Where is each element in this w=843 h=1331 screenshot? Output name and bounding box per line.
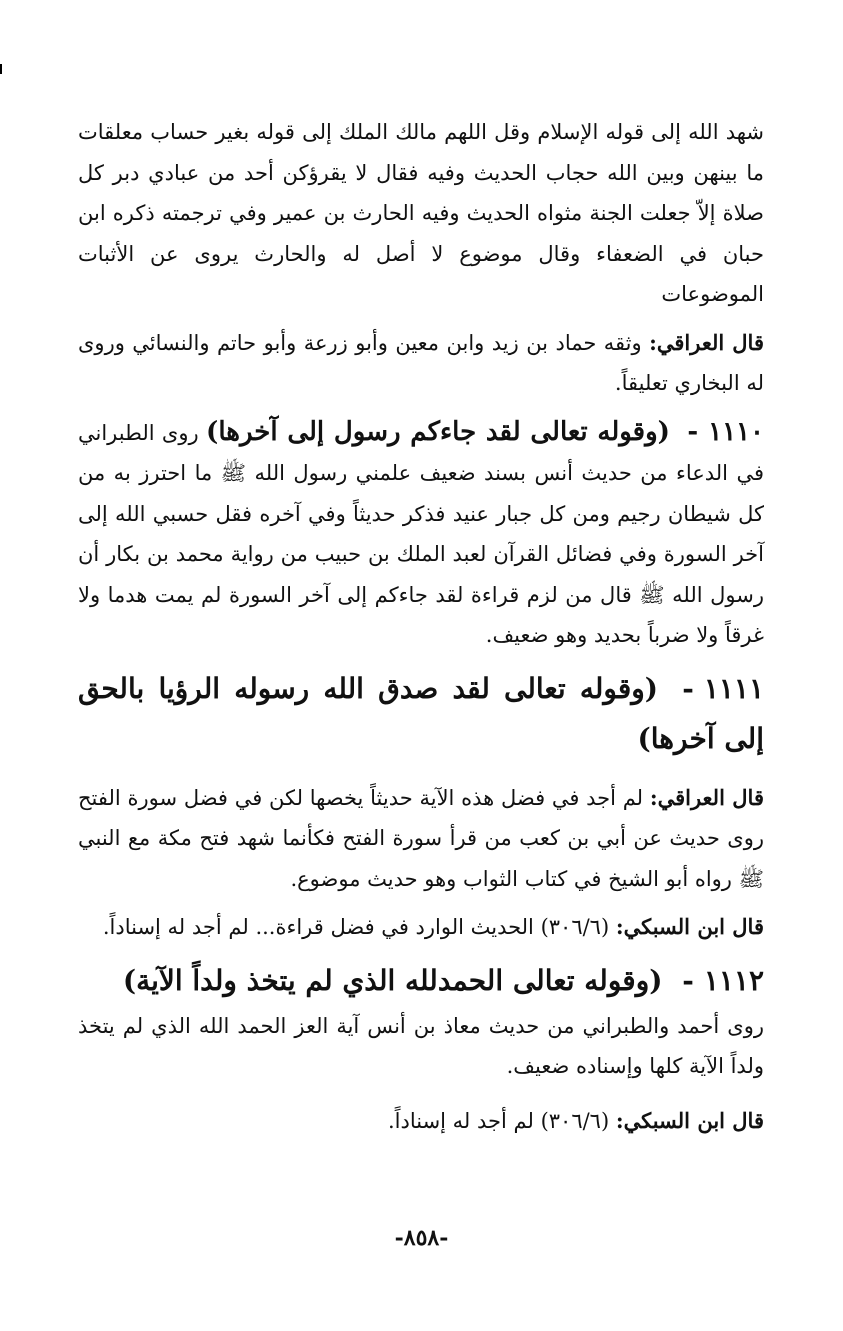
- paragraph-text: لم أجد في فضل هذه الآية حديثاً يخصها لكن في فضل سورة الفتح روى حديث عن أبي بن كعب من قرأ سورة الفتح فكأنما شهد فتح مكة مع النبي ﷺ رواه أبو الشيخ في كتاب الثواب وهو حديث موضوع.: [78, 785, 764, 891]
- paragraph-subki-2: [78, 1101, 764, 1142]
- edge-mark: [0, 64, 2, 74]
- speaker-label: قال ابن السبكي:: [615, 914, 764, 939]
- page-body: [78, 112, 764, 1141]
- entry-text: روى الطبراني في الدعاء من حديث أنس بسند ضعيف علمني رسول الله ﷺ ما احترز به من كل شيطان رجيم ومن كل جبار عنيد فذكر حديثاً وفي آخره فقل حسبي الله إلى آخر السورة وفي فضائل القرآن لعبد الملك بن حبيب من رواية محمد بن بكار أن رسول الله ﷺ قال من لزم قراءة لقد جاءكم إلى آخر السورة لم يمت هدما ولا غرقاً ولا ضرباً بحديد وهو ضعيف.: [78, 420, 764, 647]
- paragraph-ahmad: روى أحمد والطبراني من حديث معاذ بن أنس آية العز الحمد الله الذي لم يتخذ ولداً الآية كلها وإسناده ضعيف.: [78, 1013, 764, 1078]
- entry-number: ١١١١: [703, 671, 764, 705]
- entry-1110: ١١١٠- (وقوله تعالى لقد جاءكم رسول إلى آخرها) روى الطبراني في الدعاء من حديث أنس بسند ضعيف علمني رسول الله ﷺ ما احترز به من كل شيطان رجيم ومن كل جبار عنيد فذكر حديثاً وفي آخره فقل حسبي الله إلى آخر السورة وفي فضائل القرآن لعبد الملك بن حبيب من رواية محمد بن بكار أن رسول الله ﷺ قال من لزم قراءة لقد جاءكم إلى آخر السورة لم يمت هدما ولا غرقاً ولا ضرباً بحديد وهو ضعيف.: [78, 416, 764, 647]
- speaker-label: قال العراقي:: [649, 784, 764, 810]
- entry-title: (وقوله تعالى لقد جاءكم رسول إلى آخرها): [206, 416, 670, 447]
- paragraph-text: (٣٠٦/٦) الحديث الوارد في فضل قراءة... لم أجد له إسناداً.: [102, 915, 610, 939]
- speaker-label: قال العراقي:: [649, 329, 764, 355]
- entry-number: ١١١٠: [708, 416, 764, 447]
- paragraph-iraqi-1: [78, 323, 764, 404]
- entry-title: (وقوله تعالى لقد صدق الله رسوله الرؤيا بالحق إلى آخرها): [78, 671, 764, 755]
- page-number: -٨٥٨-: [394, 1225, 449, 1251]
- entry-1112-heading: ١١١٢- (وقوله تعالى الحمدلله الذي لم يتخذ ولداً الآية): [122, 963, 764, 997]
- speaker-label: قال ابن السبكي:: [615, 1107, 764, 1133]
- paragraph-text: وثقه حماد بن زيد وابن معين وأبو زرعة وأبو حاتم والنسائي وروى له البخاري تعليقاً.: [78, 330, 764, 395]
- paragraph-1: شهد الله إلى قوله الإسلام وقل اللهم مالك الملك إلى قوله بغير حساب معلقات ما بينهن وبين الله حجاب الحديث وفيه فقال لا يقرؤكن أحد من عبادي دبر كل صلاة إلاّ جعلت الجنة مثواه الحديث وفيه الحارث بن عمير وفي ترجمته ذكره ابن حبان في الضعفاء وقال موضوع لا أصل له والحارث يروى عن الأثبات الموضوعات: [78, 120, 764, 306]
- paragraph-iraqi-2: [78, 778, 764, 900]
- paragraph-text: (٣٠٦/٦) لم أجد له إسناداً.: [387, 1108, 610, 1133]
- entry-title: (وقوله تعالى الحمدلله الذي لم يتخذ ولداً الآية): [122, 963, 663, 997]
- entry-number: ١١١٢: [703, 963, 764, 997]
- paragraph-subki-1: [78, 907, 764, 948]
- entry-1111-heading: ١١١١- (وقوله تعالى لقد صدق الله رسوله الرؤيا بالحق إلى آخرها): [78, 671, 764, 755]
